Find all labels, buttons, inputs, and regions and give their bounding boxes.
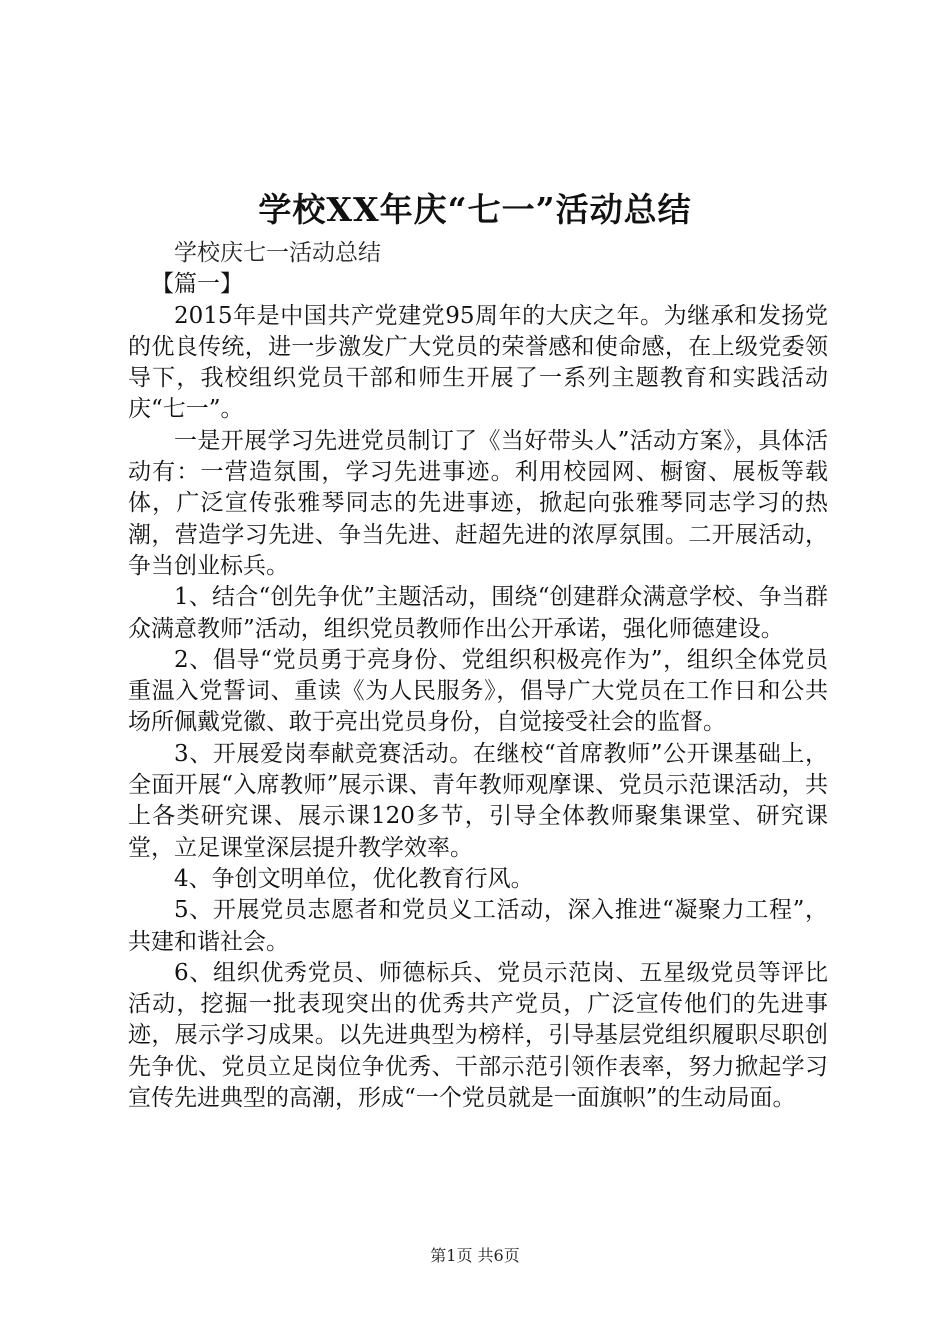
paragraph: 6、组织优秀党员、师德标兵、党员示范岗、五星级党员等评比活动，挖掘一批表现突出的优秀共产党员，广泛宣传他们的先进事迹，展示学习成果。以先进典型为榜样，引导基层党组织履职尽职创先争优、党员立足岗位争优秀、干部示范引领作表率，努力掀起学习宣传先进典型的高潮，形成“一个党员就是一面旗帜”的生动局面。 — [128, 959, 828, 1112]
paragraph: 3、开展爱岗奉献竞赛活动。在继校“首席教师”公开课基础上，全面开展“入席教师”展示课、青年教师观摩课、党员示范课活动，共上各类研究课、展示课120多节，引导全体教师聚集课堂、研究课堂，立足课堂深层提升教学效率。 — [128, 740, 828, 861]
paragraph: 5、开展党员志愿者和党员义工活动，深入推进“凝聚力工程”，共建和谐社会。 — [128, 897, 828, 955]
document-subtitle: 学校庆七一活动总结 — [174, 240, 381, 266]
page-number-footer: 第1页 共6页 — [430, 1246, 520, 1265]
section-label: 【篇一】 — [151, 271, 243, 298]
document-body — [128, 238, 828, 1114]
paragraph: 2015年是中国共产党建党95周年的大庆之年。为继承和发扬党的优良传统，进一步激发广大党员的荣誉感和使命感，在上级党委领导下，我校组织党员干部和师生开展了一系列主题教育和实践活动庆“七一”。 — [128, 302, 828, 423]
paragraph: 一是开展学习先进党员制订了《当好带头人”活动方案》，具体活动有：一营造氛围，学习先进事迹。利用校园网、橱窗、展板等载体，广泛宣传张雅琴同志的先进事迹，掀起向张雅琴同志学习的热潮，营造学习先进、争当先进、赶超先进的浓厚氛围。二开展活动，争当创业标兵。 — [128, 427, 828, 579]
document-title: 学校XX年庆“七一”活动总结 — [258, 190, 692, 229]
paragraph: 4、争创文明单位，优化教育行风。 — [174, 865, 534, 892]
paragraph: 1、结合“创先争优”主题活动，围绕“创建群众满意学校、争当群众满意教师”活动，组织党员教师作出公开承诺，强化师德建设。 — [128, 584, 828, 642]
paragraph: 2、倡导“党员勇于亮身份、党组织积极亮作为”，组织全体党员重温入党誓词、重读《为人民服务》，倡导广大党员在工作日和公共场所佩戴党徽、敢于亮出党员身份，自觉接受社会的监督。 — [128, 646, 828, 736]
